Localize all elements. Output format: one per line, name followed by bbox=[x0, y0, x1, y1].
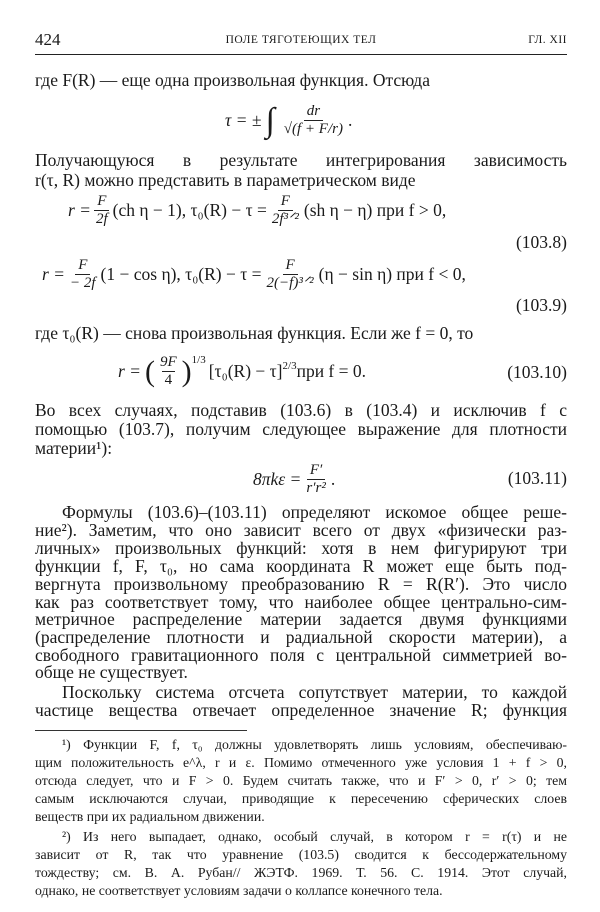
text-line: Формулы (103.6)–(103.11) определяют искомое общее реше- bbox=[62, 502, 567, 522]
text-line: материи¹): bbox=[35, 438, 113, 458]
footnote-line: зависит от R, так что уравнение (103.5) сводится к бессодержательному bbox=[35, 847, 567, 862]
text-line: метричное распределение материи задается двумя функциями bbox=[35, 609, 567, 629]
numerator: F bbox=[278, 193, 293, 211]
eq-part: r = bbox=[118, 361, 141, 381]
eq-part: (sh η − η) при f > 0, bbox=[303, 200, 447, 220]
text-line: свободного гравитационного поля с центральной симметрией во- bbox=[35, 645, 567, 665]
text-line: ние²). Заметим, что оно зависит всего от двух «физически раз- bbox=[35, 520, 567, 540]
integral-sign: ∫ bbox=[265, 101, 275, 139]
eq-part: r = bbox=[42, 264, 65, 284]
text-line: обще не существует. bbox=[35, 662, 188, 682]
denominator: 4 bbox=[162, 371, 176, 389]
text-line: (распределение плотности и радиальной скорости материи), а bbox=[35, 627, 567, 647]
paren: ) bbox=[181, 354, 192, 388]
eq-part: (ch η − 1), τ₀(R) − τ = bbox=[112, 200, 267, 220]
exponent: 2/3 bbox=[282, 360, 297, 372]
numerator: F bbox=[94, 193, 109, 211]
footnote-line: самым исключаются случаи, приводящие к пересечению сферических слоев bbox=[35, 791, 567, 806]
footnote-line: ²) Из него выпадает, однако, особый случай, в котором r = r(τ) и не bbox=[62, 829, 567, 844]
eq-part: 8πkε = bbox=[253, 469, 302, 489]
eq-part: [τ₀(R) − τ] bbox=[208, 361, 283, 381]
numerator: 9F bbox=[160, 354, 177, 370]
running-title: ПОЛЕ ТЯГОТЕЮЩИХ ТЕЛ bbox=[225, 34, 377, 46]
text-line: Поскольку система отсчета сопутствует материи, то каждой bbox=[62, 682, 567, 702]
fraction bbox=[269, 193, 302, 228]
text-line: Получающуюся в результате интегрирования зависимость bbox=[35, 150, 567, 170]
fraction bbox=[157, 354, 180, 389]
fraction bbox=[303, 462, 328, 497]
footnote-line: тождеству; см. В. А. Рубан// ЖЭТФ. 1969. Т. 56. С. 1914. Этот случай, bbox=[35, 865, 567, 880]
text-line: где F(R) — еще одна произвольная функция. Отсюда bbox=[35, 70, 430, 90]
equation-103-11 bbox=[253, 462, 335, 497]
equation-integral bbox=[225, 103, 352, 138]
fraction bbox=[281, 103, 346, 138]
text-line: помощью (103.7), получим следующее выражение для плотности bbox=[35, 419, 567, 439]
chapter-label: ГЛ. XII bbox=[528, 34, 567, 46]
footnote-line: отсюда следует, что и F > 0. Будем считать также, что и F′ > 0, r′ > 0; тем bbox=[35, 773, 567, 788]
page-header bbox=[35, 30, 567, 55]
exponent: 1/3 bbox=[191, 354, 206, 366]
footnote-divider bbox=[35, 730, 247, 731]
text-line: вергнута произвольному преобразованию R = R(R′). Это число bbox=[35, 574, 567, 594]
equation-103-9 bbox=[42, 257, 466, 292]
footnote-line: ¹) Функции F, f, τ₀ должны удовлетворять лишь условиям, обеспечиваю- bbox=[62, 737, 567, 752]
page-number: 424 bbox=[35, 30, 61, 49]
text-line: Во всех случаях, подставив (103.6) в (103.4) и исключив f с bbox=[35, 400, 567, 420]
text-line: частице вещества отвечает определенное значение R; функция bbox=[35, 700, 567, 720]
numerator: dr bbox=[304, 103, 323, 121]
eq-part: (1 − cos η), τ₀(R) − τ = bbox=[100, 264, 262, 284]
equation-number: (103.8) bbox=[515, 232, 567, 252]
denominator: 2f bbox=[96, 211, 108, 227]
equation-103-10 bbox=[118, 354, 366, 389]
equation-103-8 bbox=[68, 193, 446, 228]
text-line: личных» произвольных функций: хотя в нем фигурируют три bbox=[35, 538, 567, 558]
numerator: F bbox=[75, 257, 90, 275]
denominator: 2(−f)³ᐟ² bbox=[266, 275, 314, 291]
fraction bbox=[264, 257, 317, 292]
denominator: √(f + F/r) bbox=[283, 121, 343, 137]
paren: ( bbox=[145, 354, 155, 388]
equation-number: (103.11) bbox=[507, 468, 567, 488]
eq-part: τ = ± bbox=[225, 110, 262, 130]
text-line: где τ₀(R) — снова произвольная функция. Если же f = 0, то bbox=[35, 323, 474, 343]
eq-part: при f = 0. bbox=[296, 361, 367, 381]
denominator: − 2f bbox=[70, 275, 96, 291]
equation-number: (103.9) bbox=[515, 295, 567, 315]
eq-part: r = bbox=[68, 200, 91, 220]
eq-part: (η − sin η) при f < 0, bbox=[318, 264, 466, 284]
fraction bbox=[67, 257, 99, 292]
equation-number: (103.10) bbox=[507, 362, 567, 382]
eq-part: . bbox=[347, 110, 353, 130]
footnote-line: однако, не соответствует условиям задачи о коллапсе конечного тела. bbox=[35, 883, 443, 898]
denominator: 2f³ᐟ² bbox=[271, 211, 299, 227]
denominator: r′r² bbox=[306, 480, 326, 496]
footnote-line: веществ при их радиальном движении. bbox=[35, 809, 265, 824]
text-line: функции f, F, τ₀, но сама координата R может еще быть под- bbox=[35, 556, 567, 576]
text-line: r(τ, R) можно представить в параметрическом виде bbox=[35, 170, 416, 190]
eq-part: . bbox=[330, 469, 336, 489]
footnote-line: щим положительность e^λ, r и ε. Помимо отмеченного уже условия 1 + f > 0, bbox=[35, 755, 567, 770]
text-line: как раз соответствует тому, что наиболее общее центрально-сим- bbox=[35, 592, 567, 612]
fraction bbox=[93, 193, 111, 228]
numerator: F′ bbox=[307, 462, 325, 480]
numerator: F bbox=[283, 257, 298, 275]
